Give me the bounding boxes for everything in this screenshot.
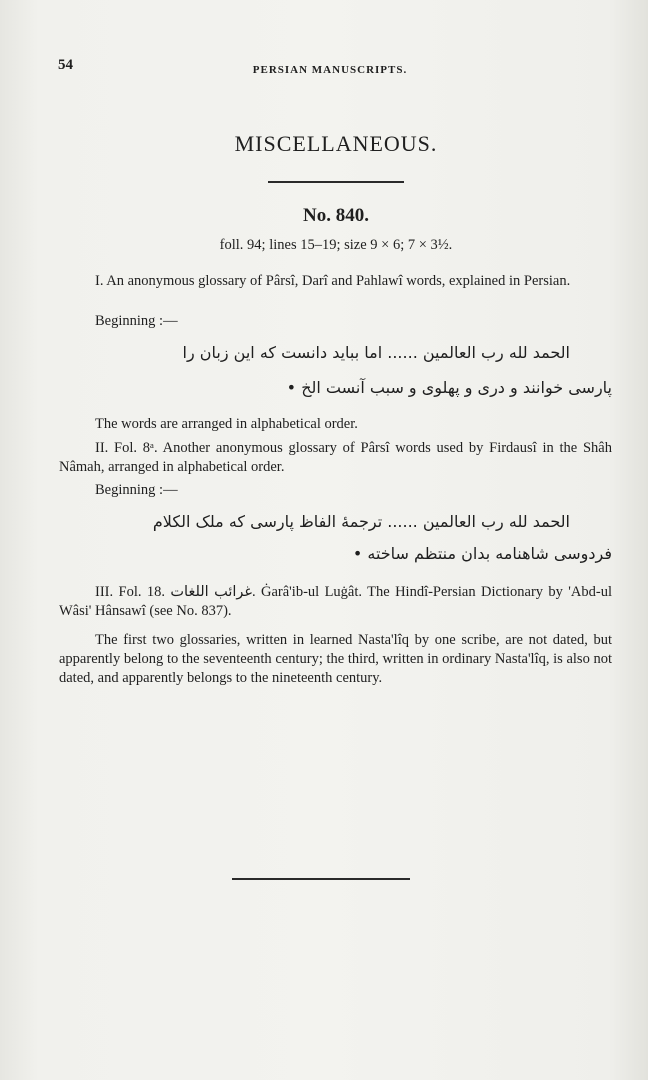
part2-text: II. Fol. 8ᵃ. Another anonymous glossary of Pârsî words used by Firdausî in the Shâh Nâmah, arranged in alphabetical order. (59, 440, 612, 475)
part2-beginning-label: Beginning :— (95, 482, 178, 498)
part1-note: The words are arranged in alphabetical order. (95, 416, 358, 432)
part2-arabic-line1: الحمد لله رب العالمين ...... ترجمهٔ الفاظ پارسی که ملک الکلام (152, 512, 570, 531)
part1-beginning-label: Beginning :— (95, 313, 178, 329)
title-rule (268, 181, 404, 183)
part3-text: III. Fol. 18. غرائب اللغات. Ġarâ'ib-ul Luġât. The Hindî-Persian Dictionary by 'Abd-ul Wâsi' Hânsawî (see No. 837). (59, 584, 612, 619)
closing-paragraph: The first two glossaries, written in learned Nasta'lîq by one scribe, are not dated, but apparently belong to the seventeenth century; the third, written in ordinary Nasta'lîq, is also not dated, and apparently belongs to the nineteenth century. (59, 632, 612, 686)
part1-text: I. An anonymous glossary of Pârsî, Darî and Pahlawî words, explained in Persian. (95, 273, 571, 289)
end-rule (232, 878, 410, 880)
part1-arabic-line2: پارسی خوانند و دری و پهلوی و سبب آنست الخ • (286, 378, 612, 397)
section-title: MISCELLANEOUS. (234, 131, 438, 156)
part1-arabic-line1: الحمد لله رب العالمين ...... اما بباید دانست که این زبان را (182, 343, 570, 362)
part2-arabic-line2: فردوسی شاهنامه بدان منتظم ساخته • (352, 544, 612, 563)
running-head: PERSIAN MANUSCRIPTS. (252, 64, 408, 76)
entry-number: No. 840. (303, 205, 369, 226)
physical-description: foll. 94; lines 15–19; size 9 × 6; 7 × 3½. (219, 237, 453, 253)
page-number: 54 (58, 57, 73, 73)
